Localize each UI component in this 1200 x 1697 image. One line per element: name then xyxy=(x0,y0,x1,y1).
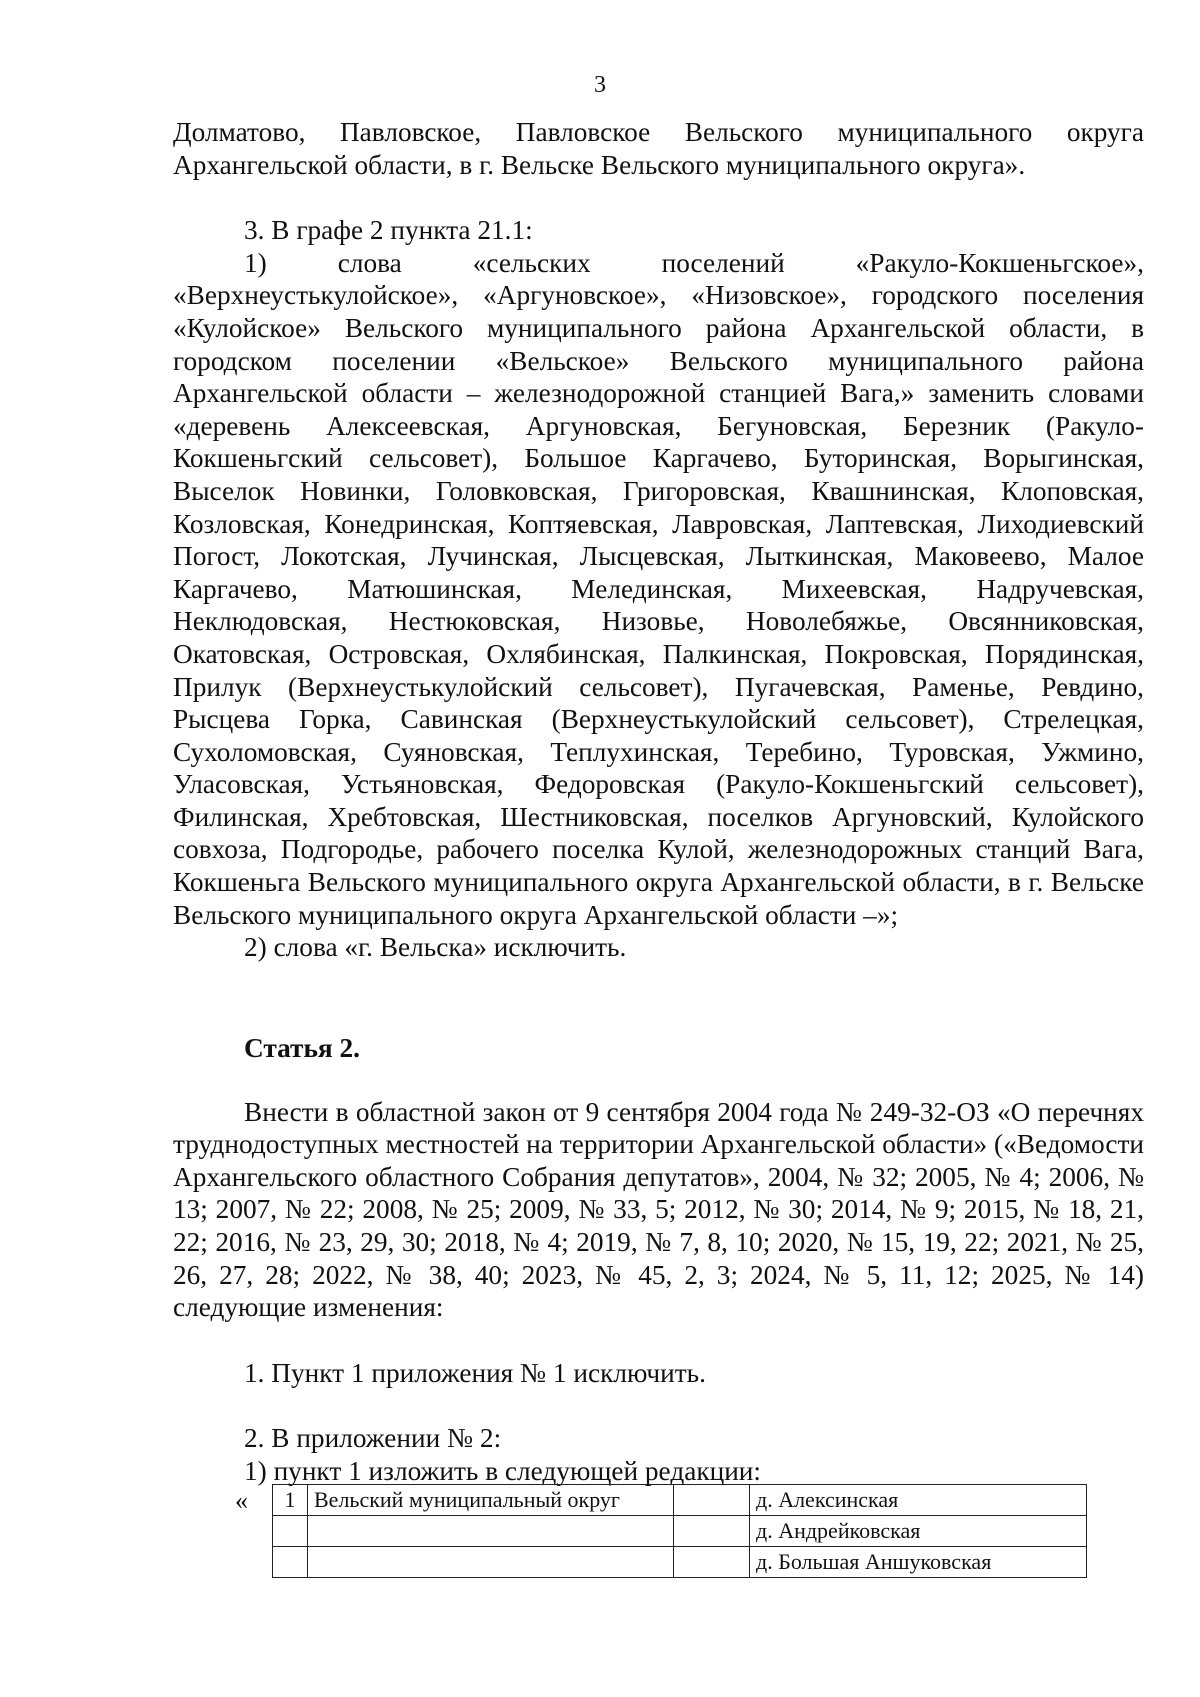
page-number: 3 xyxy=(594,72,606,98)
row-number xyxy=(273,1516,308,1547)
item-3-heading: 3. В графе 2 пункта 21.1: xyxy=(244,215,533,246)
item-3-subitem-2: 2) слова «г. Вельска» исключить. xyxy=(244,932,627,963)
article-2-item-2: 2. В приложении № 2: xyxy=(244,1423,502,1454)
settlement-name: д. Большая Аншуковская xyxy=(750,1547,1087,1578)
open-quote: « xyxy=(235,1486,248,1515)
district-name xyxy=(308,1516,674,1547)
article-heading: Статья 2. xyxy=(244,1033,360,1063)
settlement-name: д. Алексинская xyxy=(750,1485,1087,1516)
empty-cell xyxy=(674,1547,750,1578)
district-name: Вельский муниципальный округ xyxy=(308,1485,674,1516)
row-number: 1 xyxy=(273,1485,308,1516)
table-row xyxy=(273,1516,1087,1547)
empty-cell xyxy=(674,1485,750,1516)
settlement-name: д. Андрейковская xyxy=(750,1516,1087,1547)
table-row xyxy=(273,1547,1087,1578)
body-text xyxy=(173,116,1144,964)
continuation-paragraph: Долматово, Павловское, Павловское Вельского муниципального округа Архангельской области, в г. Вельске Вельского муниципального округа». xyxy=(173,117,1144,180)
district-name xyxy=(308,1547,674,1578)
article-2 xyxy=(173,1032,1144,1488)
row-number xyxy=(273,1547,308,1578)
table-row xyxy=(273,1485,1087,1516)
annex-table xyxy=(272,1484,1087,1578)
article-2-intro: Внести в областной закон от 9 сентября 2004 года № 249-32-ОЗ «О перечнях труднодоступных местностей на территории Архангельской области» («Ведомости Архангельского областного Собрания депутатов», 2004, № 32; 2005, № 4; 2006, № 13; 2007, № 22; 2008, № 25; 2009, № 33, 5; 2012, № 30; 2014, № 9; 2015, № 18, 21, 22; 2016, № 23, 29, 30; 2018, № 4; 2019, № 7, 8, 10; 2020, № 15, 19, 22; 2021, № 25, 26, 27, 28; 2022, № 38, 40; 2023, № 45, 2, 3; 2024, № 5, 11, 12; 2025, № 14) следующие изменения: xyxy=(173,1096,1144,1323)
article-2-item-2-subitem-1: 1) пункт 1 изложить в следующей редакции: xyxy=(244,1455,761,1486)
item-3-subitem-1: 1) слова «сельских поселений «Ракуло-Кокшеньгское», «Верхнеустькулойское», «Аргуновское», «Низовское», городского поселения «Кулойское» Вельского муниципального района Архангельской области, в городском поселении «Вельское» Вельского муниципального района Архангельской области – железнодорожной станцией Вага,» заменить словами «деревень Алексеевская, Аргуновская, Бегуновская, Березник (Ракуло-Кокшеньгский сельсовет), Большое Каргачево, Буторинская, Ворыгинская, Выселок Новинки, Головковская, Григоровская, Квашнинская, Клоповская, Козловская, Конедринская, Коптяевская, Лавровская, Лаптевская, Лиходиевский Погост, Локотская, Лучинская, Лысцевская, Лыткинская, Маковеево, Малое Каргачево, Матюшинская, Мелединская, Михеевская, Надручевская, Неклюдовская, Нестюковская, Низовье, Новолебяжье, Овсянниковская, Окатовская, Островская, Охлябинская, Палкинская, Покровская, Порядинская, Прилук (Верхнеустькулойский сельсовет), Пугачевская, Раменье, Ревдино, Рысцева Горка, Савинская (Верхнеустькулойский сельсовет), Стрелецкая, Сухоломовская, Суяновская, Теплухинская, Теребино, Туровская, Ужмино, Уласовская, Устьяновская, Федоровская (Ракуло-Кокшеньгский сельсовет), Филинская, Хребтовская, Шестниковская, поселков Аргуновский, Кулойского совхоза, Подгородье, рабочего поселка Кулой, железнодорожных станций Вага, Кокшеньга Вельского муниципального округа Архангельской области, в г. Вельске Вельского муниципального округа Архангельской области –»; xyxy=(173,247,1144,930)
empty-cell xyxy=(674,1516,750,1547)
article-2-item-1: 1. Пункт 1 приложения № 1 исключить. xyxy=(244,1357,706,1388)
